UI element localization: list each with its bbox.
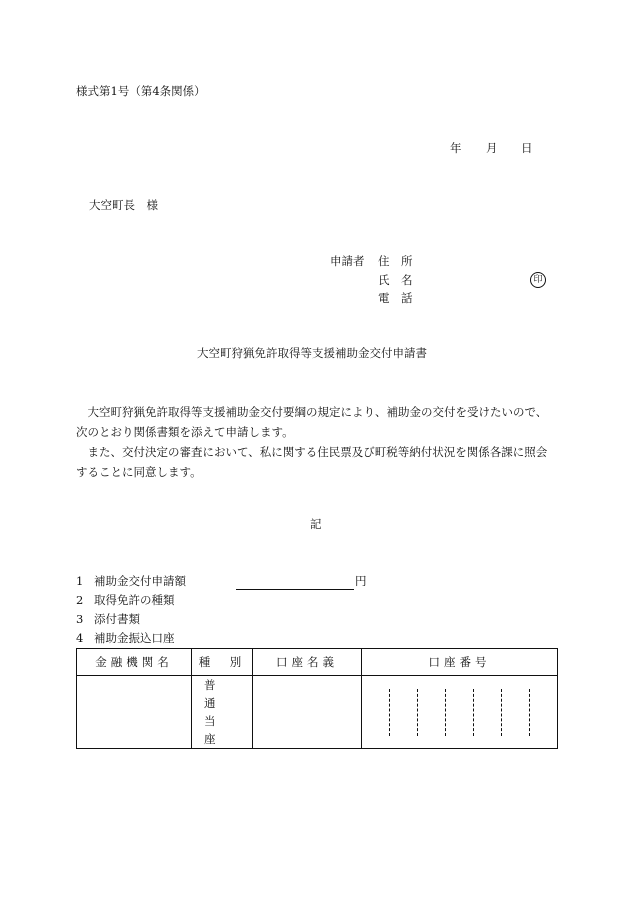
digit-box (389, 689, 417, 736)
record-heading: 記 (310, 517, 322, 531)
account-number-cell (362, 676, 558, 749)
form-number: 様式第1号（第4条関係） (76, 84, 206, 98)
type-ordinary: 普 通 (204, 678, 243, 710)
account-digit-boxes (362, 689, 557, 736)
item-label: 取得免許の種類 (94, 593, 175, 607)
item-number: 2 (76, 593, 84, 607)
item-number: 4 (76, 631, 84, 645)
type-current: 当 座 (204, 714, 243, 746)
seal-mark: 印 (530, 272, 546, 288)
table-header-row (77, 649, 558, 676)
applicant-label: 申請者 (330, 254, 365, 268)
bank-account-table (76, 648, 558, 749)
item-label: 補助金振込口座 (94, 631, 175, 645)
item-label: 補助金交付申請額 (94, 574, 186, 588)
document-title: 大空町狩猟免許取得等支援補助金交付申請書 (197, 346, 427, 360)
item-label: 添付書類 (94, 612, 140, 626)
body-text (76, 402, 558, 482)
item-number: 3 (76, 612, 84, 626)
header-bank-name: 金融機関名 (77, 649, 192, 676)
digit-box (501, 689, 529, 736)
amount-blank (236, 589, 354, 590)
date-day-label: 日 (521, 141, 533, 155)
account-type-cell (192, 676, 253, 749)
digit-box (445, 689, 473, 736)
header-account-number: 口座番号 (362, 649, 558, 676)
body-paragraph-2: また、交付決定の審査において、私に関する住民票及び町税等納付状況を関係各課に照会することに同意します。 (76, 445, 548, 479)
phone-label: 電 話 (378, 291, 413, 305)
digit-box (529, 689, 557, 736)
date-year-label: 年 (450, 141, 462, 155)
address-label: 住 所 (378, 254, 413, 268)
name-label: 氏 名 (378, 273, 413, 287)
table-row (77, 676, 558, 749)
digit-box (473, 689, 501, 736)
amount-unit: 円 (355, 574, 367, 588)
header-account-holder: 口座名義 (253, 649, 362, 676)
account-holder-cell (253, 676, 362, 749)
addressee: 大空町長 様 (89, 198, 158, 212)
header-account-type: 種 別 (192, 649, 253, 676)
body-paragraph-1: 大空町狩猟免許取得等支援補助金交付要綱の規定により、補助金の交付を受けたいので、次のとおり関係書類を添えて申請します。 (76, 405, 548, 439)
digit-box (417, 689, 445, 736)
date-month-label: 月 (486, 141, 498, 155)
bank-name-cell (77, 676, 192, 749)
digit-box (362, 689, 389, 736)
item-number: 1 (76, 574, 84, 588)
